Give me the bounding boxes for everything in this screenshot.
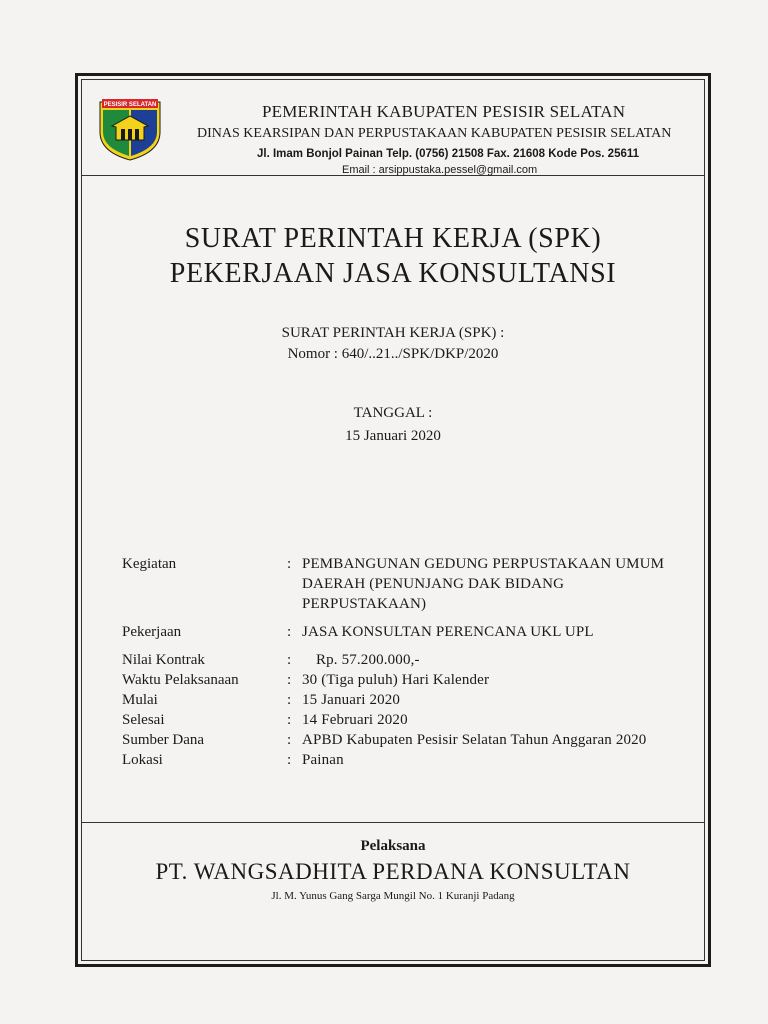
detail-label: Pekerjaan [122, 624, 182, 640]
spk-label: SURAT PERINTAH KERJA (SPK) : [281, 325, 505, 341]
detail-value: JASA KONSULTAN PERENCANA UKL UPL [302, 624, 594, 640]
detail-colon: : [287, 672, 292, 688]
detail-label: Selesai [122, 712, 165, 728]
document-title-line2: PEKERJAAN JASA KONSULTANSI [169, 258, 617, 289]
detail-label: Nilai Kontrak [122, 652, 205, 668]
document-inner-frame [81, 79, 705, 961]
detail-colon: : [287, 732, 292, 748]
regency-emblem-icon [98, 96, 162, 162]
contractor-label: Pelaksana [360, 838, 426, 854]
detail-value-line: DAERAH (PENUNJANG DAK BIDANG [302, 576, 565, 592]
detail-value-line: PEMBANGUNAN GEDUNG PERPUSTAKAAN UMUM [302, 556, 665, 572]
detail-label: Sumber Dana [122, 732, 205, 748]
detail-value: Painan [302, 752, 344, 768]
detail-colon: : [287, 624, 292, 640]
detail-value: 14 Februari 2020 [302, 712, 408, 728]
contractor-address: Jl. M. Yunus Gang Sarga Mungil No. 1 Kuranji Padang [271, 890, 515, 902]
detail-label: Kegiatan [122, 556, 177, 572]
letterhead-department: DINAS KEARSIPAN DAN PERPUSTAKAAN KABUPATEN PESISIR SELATAN [197, 126, 672, 141]
detail-colon: : [287, 652, 292, 668]
detail-label: Mulai [122, 692, 158, 708]
contract-details [122, 554, 702, 770]
document-title-line1: SURAT PERINTAH KERJA (SPK) [184, 223, 602, 254]
detail-value: APBD Kabupaten Pesisir Selatan Tahun Anggaran 2020 [302, 732, 647, 748]
letterhead-address: Jl. Imam Bonjol Painan Telp. (0756) 21508 Fax. 21608 Kode Pos. 25611 [257, 148, 640, 160]
detail-value [302, 554, 702, 614]
detail-colon: : [287, 752, 292, 768]
letterhead [82, 80, 704, 176]
detail-value: 30 (Tiga puluh) Hari Kalender [302, 672, 490, 688]
document-outer-frame [75, 73, 711, 967]
detail-value: 15 Januari 2020 [302, 692, 401, 708]
date-value: 15 Januari 2020 [345, 428, 441, 444]
detail-colon: : [287, 712, 292, 728]
detail-row-mulai [122, 690, 702, 710]
detail-colon: : [287, 556, 292, 572]
detail-row-kegiatan [122, 554, 702, 614]
detail-row-nilai-kontrak [122, 650, 702, 670]
contractor-name: PT. WANGSADHITA PERDANA KONSULTAN [155, 859, 631, 884]
emblem-label: PESISIR SELATAN [103, 102, 157, 108]
detail-row-waktu [122, 670, 702, 690]
detail-row-lokasi [122, 750, 702, 770]
detail-label: Lokasi [122, 752, 163, 768]
detail-colon: : [287, 692, 292, 708]
detail-value: Rp. 57.200.000,- [316, 652, 420, 668]
detail-row-pekerjaan [122, 622, 702, 642]
contractor-block [82, 822, 704, 940]
letterhead-email: Email : arsippustaka.pessel@gmail.com [342, 164, 538, 176]
detail-row-selesai [122, 710, 702, 730]
detail-label: Waktu Pelaksanaan [122, 672, 239, 688]
detail-value-line: PERPUSTAKAAN) [302, 596, 427, 612]
letterhead-government: PEMERINTAH KABUPATEN PESISIR SELATAN [262, 102, 626, 121]
detail-row-sumber-dana [122, 730, 702, 750]
spk-number: Nomor : 640/..21../SPK/DKP/2020 [287, 346, 499, 362]
date-label: TANGGAL : [353, 405, 433, 421]
